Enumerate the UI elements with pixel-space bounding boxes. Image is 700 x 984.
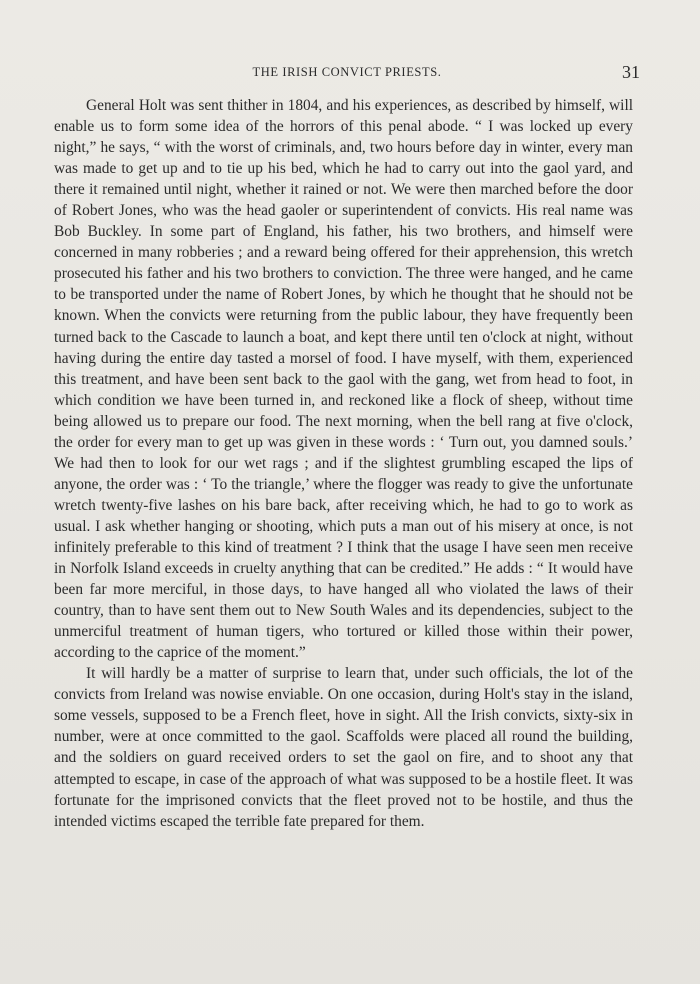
paragraph: It will hardly be a matter of surprise to learn that, under such officials, the lot of the convicts from Ireland was nowise enviable. On one occasion, during Holt's stay in the island, some vessels, supposed to be a French fleet, hove in sight. All the Irish convicts, sixty-six in number, were at once committed to the gaol. Scaffolds were placed all round the building, and the soldiers on guard received orders to set the gaol on fire, and to shoot any that attempted to escape, in case of the approach of what was supposed to be a hostile fleet. It was fortunate for the imprisoned convicts that the fleet proved not to be hostile, and thus the intended victims escaped the terrible fate prepared for them.: [54, 665, 633, 830]
running-title: THE IRISH CONVICT PRIESTS.: [252, 65, 442, 79]
paragraph: General Holt was sent thither in 1804, and his experiences, as described by himself, will enable us to form some idea of the horrors of this penal abode. “ I was locked up every night,” he says, “ with the worst of criminals, and, two hours before day in winter, every man was made to get up and to tie up his bed, which he had to carry out into the gaol yard, and there it remained until night, whether it rained or not. We were then marched before the door of Robert Jones, who was the head gaoler or superintendent of convicts. His real name was Bob Buckley. In some part of England, his father, his two brothers, and himself were concerned in many robberies ; and a reward being offered for their apprehension, this wretch prosecuted his father and his two brothers to conviction. The three were hanged, and he came to be transported under the name of Robert Jones, by which he thought that he should not be known. When the convicts were returning from the public labour, they have frequently been turned back to the Cascade to launch a boat, and kept there until ten o'clock at night, without having during the entire day tasted a morsel of food. I have myself, with them, experienced this treatment, and have been sent back to the gaol with the gang, wet from head to foot, in which condition we have been turned in, and reckoned like a flock of sheep, without time being allowed us to prepare our food. The next morning, when the bell rang at five o'clock, the order for every man to get up was given in these words : ‘ Turn out, you damned souls.’ We had then to look for our wet rags ; and if the slightest grumbling escaped the lips of anyone, the order was : ‘ To the triangle,’ where the flogger was ready to give the unfortunate wretch twenty-five lashes on his bare back, after receiving which, he had to go to work as usual. I ask whether hanging or shooting, which puts a man out of his misery at once, is not infinitely preferable to this kind of treatment ? I think that the usage I have seen men receive in Norfolk Island exceeds in cruelty anything that can be credited.” He adds : “ It would have been far more merciful, in those days, to have hanged all who violated the laws of their country, than to have sent them out to New South Wales and its dependencies, subject to the unmerciful treatment of human tigers, who tortured or killed those within their power, according to the caprice of the moment.”: [54, 97, 633, 662]
body-text: [54, 95, 633, 832]
running-head: [54, 64, 640, 84]
page-number: 31: [622, 62, 640, 82]
